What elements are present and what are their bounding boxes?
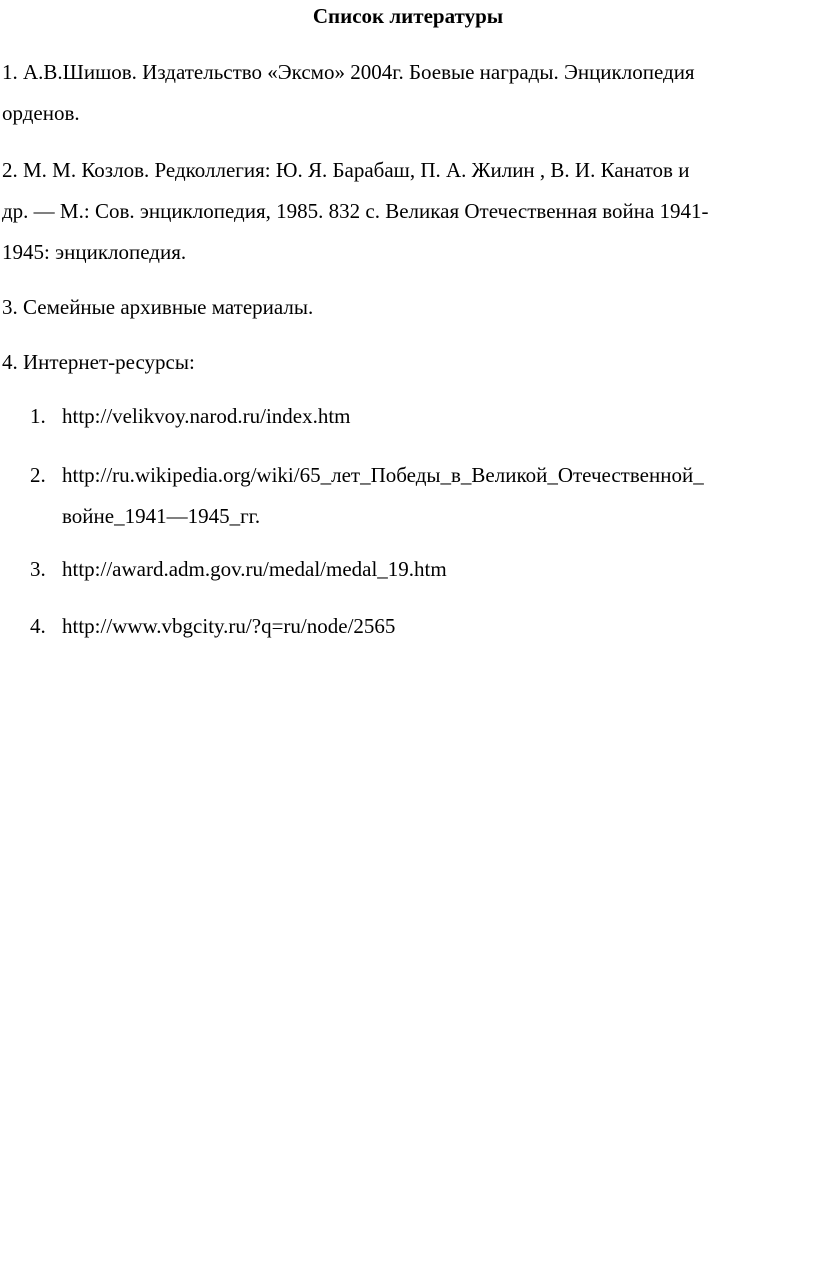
resource-link-2-line-2: войне_1941—1945_гг.: [62, 504, 261, 528]
resource-link-3[interactable]: http://award.adm.gov.ru/medal/medal_19.htm: [62, 557, 447, 581]
reference-item-4-line-1: 4. Интернет-ресурсы:: [2, 350, 195, 374]
reference-item-3: [2, 287, 814, 328]
reference-item-2-line-1: 2. М. М. Козлов. Редколлегия: Ю. Я. Барабаш, П. А. Жилин , В. И. Канатов и: [2, 158, 690, 182]
resource-link-2[interactable]: [62, 455, 816, 537]
resource-item-1-number: 1.: [30, 404, 46, 428]
reference-item-1-line-2: орденов.: [2, 101, 80, 125]
reference-item-2-line-2: др. — М.: Сов. энциклопедия, 1985. 832 с. Великая Отечественная война 1941-: [2, 199, 709, 223]
reference-item-2-line-3: 1945: энциклопедия.: [2, 240, 187, 264]
resource-item-2-number: 2.: [30, 463, 46, 487]
resource-link-2-line-1: http://ru.wikipedia.org/wiki/65_лет_Победы_в_Великой_Отечественной_: [62, 463, 704, 487]
reference-item-1: [2, 52, 814, 134]
reference-item-1-line-1: 1. А.В.Шишов. Издательство «Эксмо» 2004г. Боевые награды. Энциклопедия: [2, 60, 695, 84]
resource-item-3-number: 3.: [30, 557, 46, 581]
resource-link-4[interactable]: http://www.vbgcity.ru/?q=ru/node/2565: [62, 614, 396, 638]
resource-item-4-number: 4.: [30, 614, 46, 638]
reference-item-3-line-1: 3. Семейные архивные материалы.: [2, 295, 314, 319]
reference-item-4: [2, 342, 814, 383]
page-title: Список литературы: [312, 4, 504, 28]
reference-item-2: [2, 150, 814, 273]
resource-link-1[interactable]: http://velikvoy.narod.ru/index.htm: [62, 404, 351, 428]
